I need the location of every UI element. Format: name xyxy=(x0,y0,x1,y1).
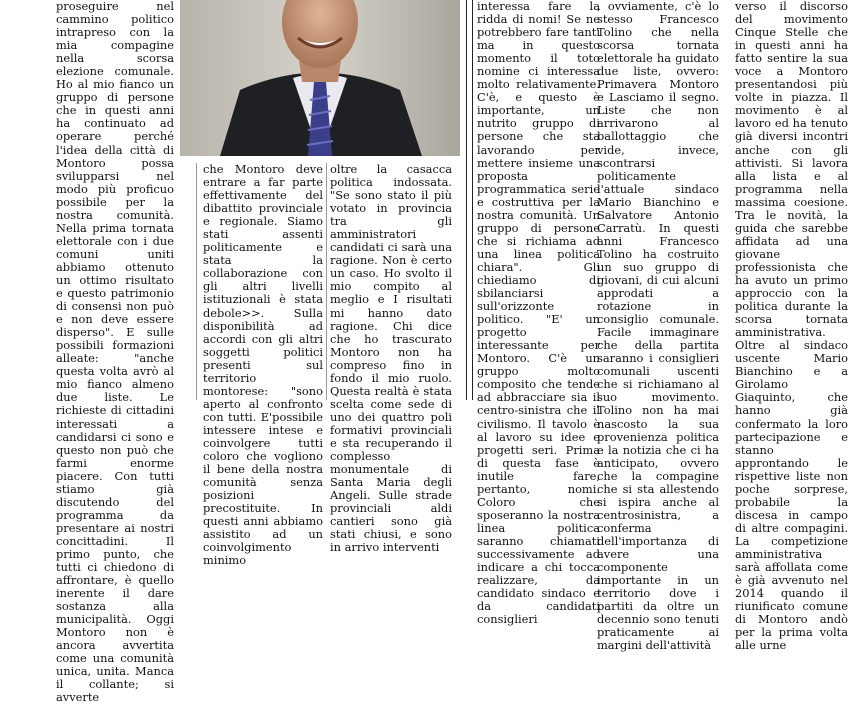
article-column-4 xyxy=(477,0,600,627)
article-column-6 xyxy=(735,0,848,653)
article-column-1 xyxy=(56,0,174,705)
article-column-3 xyxy=(330,162,452,555)
column-2-text: che Montoro deve entrare a far parte effettivamente del dibattito provinciale e regionale. Siamo stati assenti politicamente e stata la collaborazione con gli altri livelli istituzionali è stata debole>>. Sulla disponibilità ad accordi con gli altri soggetti politici presenti sul territorio montorese: "sono aperto al confronto con tutti. E'possibile intessere intese e coinvolgere tutti coloro che vogliono il bene della nostra comunità senza posizioni precostituite. In questi anni abbiamo assistito ad un coinvolgimento minimo xyxy=(203,162,323,568)
column-5-text: , ovviamente, c'è lo stesso Francesco Tolino che nella scorsa tornata elettorale ha guidato due liste, ovvero: Primavera Montoro e Lasciamo il segno. Liste che non arrivarono al ballottaggio che vide, invece, scontrarsi politicamente l'attuale sindaco Mario Bianchino e Salvatore Antonio Carratù. In questi anni Francesco Tolino ha costruito un suo gruppo di giovani, di cui alcuni approdati a rotazione in consiglio comunale. Facile immaginare che della partita saranno i consiglieri comunali uscenti che si richiamano al suo movimento. Tolino non ha mai nascosto la sua provenienza politica e la notizia che ci ha anticipato, ovvero che la compagine che si sta allestendo si ispira anche al centrosinistra, a conferma dell'importanza di avere una componente importante in un territorio dove i partiti da oltre un decennio sono tenuti praticamente ai margini dell'attività xyxy=(597,0,719,653)
portrait-photo xyxy=(180,0,460,156)
column-1-text: proseguire nel cammino politico intrapreso con la mia compagine nella scorsa elezione comunale. Ho al mio fianco un gruppo di persone che in questi anni ha continuato ad operare perché l'idea della città di Montoro possa svilupparsi nel modo più proficuo possibile per la nostra comunità. Nella prima tornata elettorale con i due comuni uniti abbiamo ottenuto un ottimo risultato e questo patrimonio di consensi non può e non deve essere disperso". E sulle possibili formazioni alleate: "anche questa volta avrò al mio fianco almeno due liste. Le richieste di cittadini interessati a candidarsi ci sono e questo non può che farmi enorme piacere. Con tutti stiamo già discutendo del programma da presentare ai nostri concittadini. Il primo punto, che tutti ci chiedono di affrontare, è quello inerente il dare sostanza alla municipalità. Oggi Montoro non è ancora avvertita come una comunità unica, unita. Manca il collante; si avverte xyxy=(56,0,174,705)
column-4-text: interessa fare la ridda di nomi! Se ne potrebbero fare tanti ma in questo momento il toto nomine ci interessa molto relativamente. C'è, e questo è importante, un nutrito gruppo di persone che sta lavorando per mettere insieme una proposta programmatica serie e costruttiva per la nostra comunità. Un gruppo di persone che si richiama ad una linea politica chiara". Gli chiediamo di sbilanciarsi sull'orizzonte politico. "E' un progetto interessante per Montoro. C'è un gruppo molto composito che tende ad abbracciare sia il centro-sinistra che il civilismo. Il tavolo è al lavoro su idee e progetti seri. Prima di questa fase è inutile fare, pertanto, nomi. Coloro che sposeranno la nostra linea politica saranno chiamati successivamente ad indicare a chi tocca realizzare, da candidato sindaco e da candidati consiglieri xyxy=(477,0,600,627)
column-divider xyxy=(196,163,197,400)
column-divider xyxy=(472,0,473,400)
man-portrait-image xyxy=(180,0,460,156)
column-6-text: verso il discorso del movimento Cinque Stelle che in questi anni ha fatto sentire la sua voce a Montoro presentandosi più volte in piazza. Il movimento è al lavoro ed ha tenuto già diversi incontri anche con gli attivisti. Si lavora alla lista e al programma nella massima coesione. Tra le novità, la guida che sarebbe affidata ad una giovane professionista che ha avuto un primo approccio con la politica durante la scorsa tornata amministrativa. Oltre al sindaco uscente Mario Bianchino e a Girolamo Giaquinto, che hanno già confermato la loro partecipazione e stanno approntando le rispettive liste non poche sorprese, probabile la discesa in campo di altre compagini. La competizione amministrativa sarà affollata come è già avvenuto nel 2014 quando il riunificato comune di Montoro andò per la prima volta alle urne xyxy=(735,0,848,653)
column-divider xyxy=(326,163,327,400)
column-3-text: oltre la casacca politica indossata. "Se sono stato il più votato in provincia tra gli amministratori candidati ci sarà una ragione. Non è certo un caso. Ho svolto il mio compito al meglio e I risultati mi hanno dato ragione. Chi dice che ho trascurato Montoro non ha compreso fino in fondo il mio ruolo. Questa realtà è stata scelta come sede di uno dei quattro poli formativi provinciali e sta recuperando il complesso monumentale di Santa Maria degli Angeli. Sulle strade provinciali aldi cantieri sono già stati chiusi, e sono in arrivo interventi xyxy=(330,162,452,555)
article-column-2 xyxy=(203,162,323,568)
article-column-5 xyxy=(597,0,719,653)
column-divider xyxy=(466,0,467,400)
